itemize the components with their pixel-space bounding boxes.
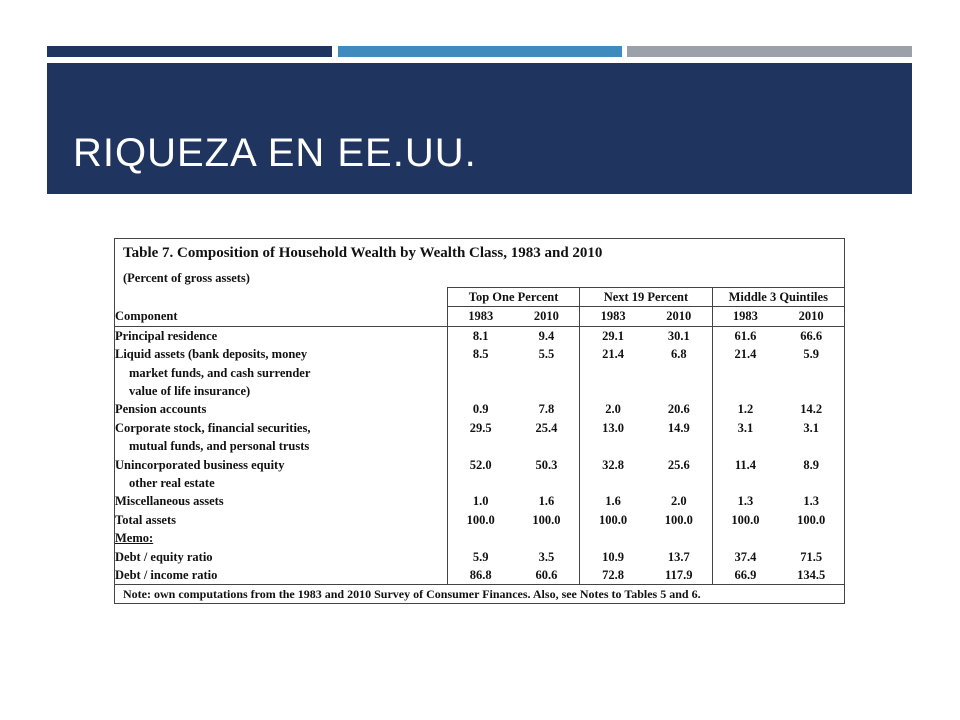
row-label: Corporate stock, financial securities,: [115, 420, 311, 435]
year-header: 1983: [447, 307, 513, 326]
table-row: [115, 419, 844, 437]
row-value: 66.6: [800, 328, 823, 343]
row-value: 29.5: [447, 419, 513, 437]
row-value: 100.0: [532, 512, 561, 527]
row-value: [514, 382, 580, 400]
row-value: 32.8: [580, 456, 646, 474]
table-note: Note: own computations from the 1983 and 2010 Survey of Consumer Finances. Also, see Notes to Tables 5 and 6.: [115, 584, 844, 603]
table-row: [115, 511, 844, 529]
year-header: 1983: [580, 307, 646, 326]
row-value: [712, 437, 778, 455]
row-label: other real estate: [129, 476, 215, 491]
row-value: 117.9: [665, 568, 693, 583]
row-value: 3.1: [712, 419, 778, 437]
row-value: 134.5: [797, 568, 826, 583]
group-header: Top One Percent: [447, 288, 579, 307]
row-label: Miscellaneous assets: [115, 494, 224, 509]
row-value: 8.5: [447, 345, 513, 363]
table-subtitle: (Percent of gross assets): [123, 271, 250, 285]
row-value: 5.9: [447, 548, 513, 566]
row-label: market funds, and cash surrender: [129, 365, 311, 380]
row-value: [778, 437, 844, 455]
row-value: 10.9: [580, 548, 646, 566]
table-row: [115, 492, 844, 510]
row-value: [447, 364, 513, 382]
wealth-table-image: [114, 238, 845, 604]
row-label: value of life insurance): [129, 384, 251, 399]
year-header: 1983: [712, 307, 778, 326]
row-value: [514, 529, 580, 547]
accent-bar-blue: [338, 46, 622, 57]
group-header-spacer: [115, 288, 447, 307]
row-value: 3.1: [803, 420, 819, 435]
row-value: 100.0: [797, 512, 826, 527]
row-value: 100.0: [447, 511, 513, 529]
row-value: 61.6: [712, 326, 778, 345]
row-value: [646, 474, 712, 492]
row-value: 86.8: [447, 566, 513, 584]
row-value: 1.2: [712, 400, 778, 418]
row-value: 2.0: [580, 400, 646, 418]
row-value: [514, 474, 580, 492]
row-value: [646, 437, 712, 455]
row-value: 8.9: [803, 457, 819, 472]
row-value: 1.6: [580, 492, 646, 510]
row-value: 52.0: [447, 456, 513, 474]
row-label: Memo:: [115, 531, 154, 546]
row-value: 5.9: [803, 347, 819, 362]
row-label: Debt / equity ratio: [115, 549, 213, 564]
row-value: [646, 529, 712, 547]
table-row: [115, 456, 844, 474]
row-value: 100.0: [712, 511, 778, 529]
table-row: [115, 566, 844, 584]
year-header: 2010: [778, 307, 844, 326]
row-value: [580, 474, 646, 492]
year-header: 2010: [646, 307, 712, 326]
row-value: [778, 364, 844, 382]
year-header: 2010: [514, 307, 580, 326]
row-value: 29.1: [580, 326, 646, 345]
row-value: 100.0: [664, 512, 693, 527]
row-value: 25.4: [535, 420, 558, 435]
row-value: 100.0: [580, 511, 646, 529]
row-value: 14.2: [800, 402, 823, 417]
group-header: Middle 3 Quintiles: [712, 288, 844, 307]
row-value: [712, 382, 778, 400]
row-value: 11.4: [712, 456, 778, 474]
row-value: 2.0: [670, 494, 687, 509]
row-value: 5.5: [538, 347, 555, 362]
row-value: [712, 474, 778, 492]
row-value: [580, 437, 646, 455]
row-value: [447, 437, 513, 455]
title-band: [47, 63, 912, 194]
row-value: [580, 529, 646, 547]
row-value: [514, 437, 580, 455]
row-value: 37.4: [712, 548, 778, 566]
row-label: Pension accounts: [115, 402, 207, 417]
row-value: 13.0: [580, 419, 646, 437]
row-value: 30.1: [667, 328, 690, 343]
table-row: [115, 382, 844, 400]
row-value: 0.9: [447, 400, 513, 418]
table-row: [115, 364, 844, 382]
row-value: 8.1: [447, 326, 513, 345]
row-value: [447, 474, 513, 492]
accent-bar-gray: [627, 46, 912, 57]
row-label: mutual funds, and personal trusts: [129, 439, 310, 454]
row-label: Unincorporated business equity: [115, 457, 285, 472]
row-value: [646, 382, 712, 400]
row-value: 66.9: [712, 566, 778, 584]
row-value: 71.5: [800, 549, 823, 564]
row-value: 50.3: [535, 457, 558, 472]
group-header: Next 19 Percent: [580, 288, 712, 307]
table-row: [115, 326, 844, 345]
row-value: [447, 529, 513, 547]
row-value: [778, 529, 844, 547]
row-value: [712, 364, 778, 382]
row-label: Debt / income ratio: [115, 568, 218, 583]
row-value: 9.4: [538, 328, 555, 343]
row-label: Total assets: [115, 512, 177, 527]
row-value: 1.6: [538, 494, 555, 509]
row-value: [580, 382, 646, 400]
row-value: 21.4: [580, 345, 646, 363]
row-value: 60.6: [535, 568, 558, 583]
table-row: [115, 529, 844, 547]
table-row: [115, 400, 844, 418]
table-row: [115, 548, 844, 566]
year-header-row: [115, 307, 844, 326]
row-value: 1.3: [803, 494, 819, 509]
row-value: 20.6: [667, 402, 690, 417]
row-value: 14.9: [667, 420, 690, 435]
component-header: Component: [115, 307, 447, 326]
row-value: [778, 382, 844, 400]
table-row: [115, 345, 844, 363]
table-title: Table 7. Composition of Household Wealth by Wealth Class, 1983 and 2010: [123, 245, 603, 261]
row-value: 3.5: [538, 549, 555, 564]
row-value: 13.7: [667, 549, 690, 564]
row-label: Principal residence: [115, 328, 218, 343]
table-row: [115, 474, 844, 492]
row-value: 21.4: [712, 345, 778, 363]
row-value: [778, 474, 844, 492]
table-row: [115, 437, 844, 455]
slide-title: RIQUEZA EN EE.UU.: [73, 131, 477, 175]
row-value: 25.6: [667, 457, 690, 472]
row-value: [712, 529, 778, 547]
row-value: 72.8: [580, 566, 646, 584]
row-value: 6.8: [670, 347, 687, 362]
row-value: 1.0: [447, 492, 513, 510]
row-value: [580, 364, 646, 382]
row-value: [646, 364, 712, 382]
row-value: [447, 382, 513, 400]
row-value: [514, 364, 580, 382]
wealth-table: [115, 287, 844, 585]
group-header-row: [115, 288, 844, 307]
row-label: Liquid assets (bank deposits, money: [115, 347, 308, 362]
accent-bar-dark: [47, 46, 332, 57]
row-value: 1.3: [712, 492, 778, 510]
row-value: 7.8: [538, 402, 555, 417]
